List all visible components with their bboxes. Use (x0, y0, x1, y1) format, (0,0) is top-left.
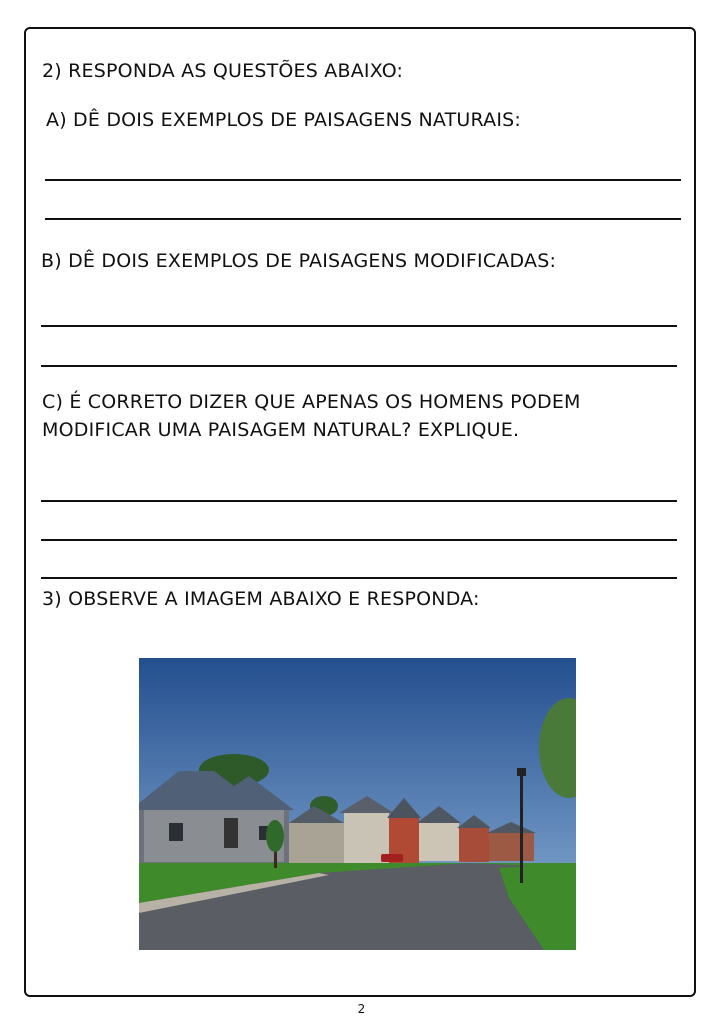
question-2a: A) DÊ DOIS EXEMPLOS DE PAISAGENS NATURAIS: (46, 109, 522, 131)
answer-line[interactable] (41, 325, 677, 327)
answer-line[interactable] (41, 365, 677, 367)
question-3-title: 3) OBSERVE A IMAGEM ABAIXO E RESPONDA: (42, 588, 480, 610)
answer-line[interactable] (45, 179, 681, 181)
question-2c-line2: MODIFICAR UMA PAISAGEM NATURAL? EXPLIQUE. (42, 419, 520, 441)
page-number: 2 (357, 1002, 366, 1016)
question-2c-line1: C) É CORRETO DIZER QUE APENAS OS HOMENS PODEM (42, 391, 581, 413)
question-2-title: 2) RESPONDA AS QUESTÕES ABAIXO: (42, 60, 404, 82)
answer-line[interactable] (41, 500, 677, 502)
answer-line[interactable] (41, 577, 677, 579)
question-2b: B) DÊ DOIS EXEMPLOS DE PAISAGENS MODIFICADAS: (41, 250, 557, 272)
answer-line[interactable] (41, 539, 677, 541)
neighborhood-photo (139, 658, 576, 950)
answer-line[interactable] (45, 218, 681, 220)
